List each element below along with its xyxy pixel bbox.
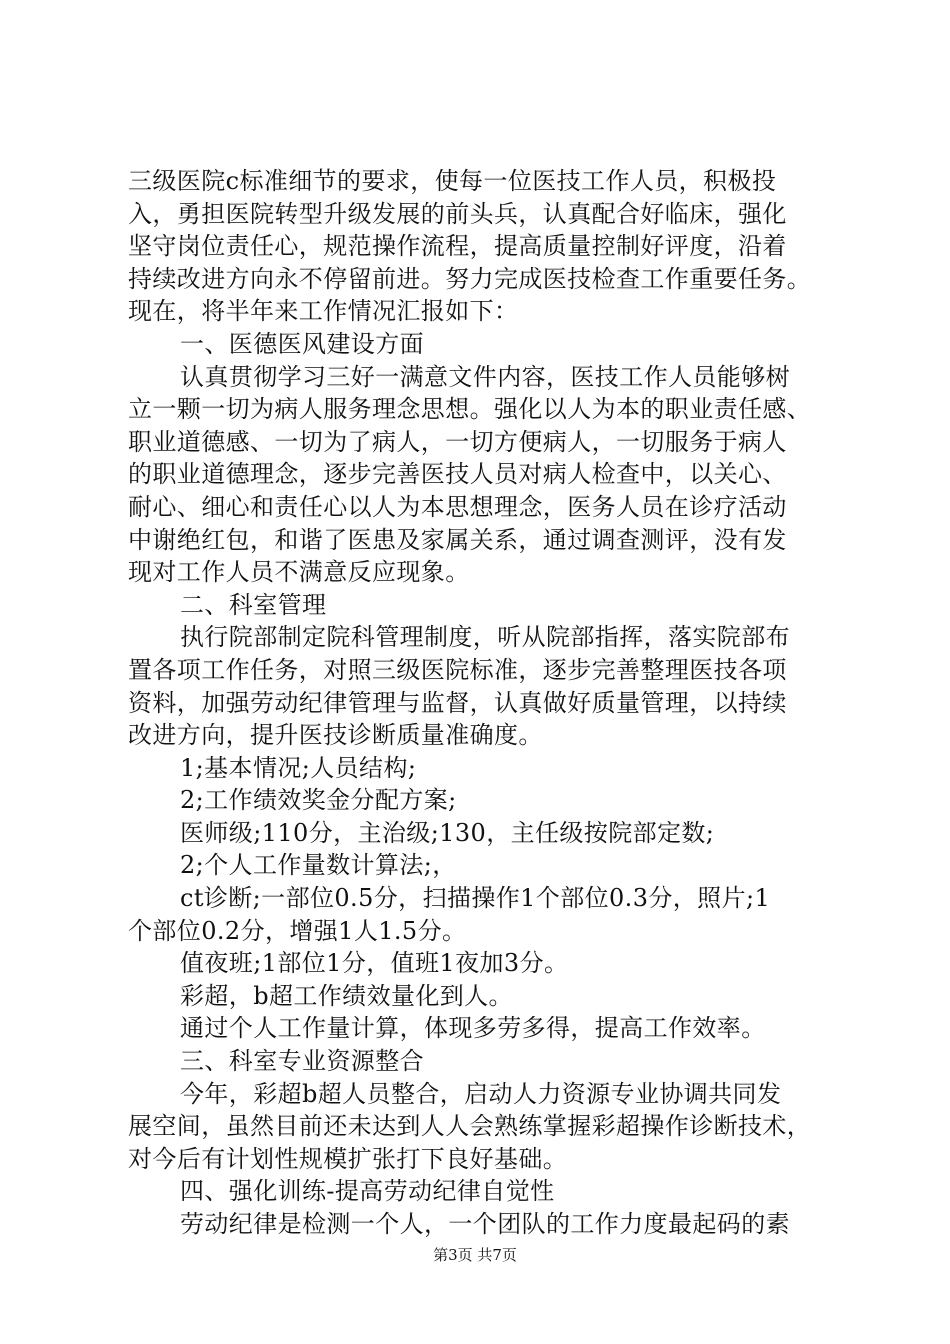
- text-line: 执行院部制定院科管理制度，听从院部指挥，落实院部布: [180, 623, 790, 652]
- section-heading: 一、医德医风建设方面: [180, 329, 424, 358]
- text-line: 值夜班;1部位1分，值班1夜加3分。: [180, 949, 569, 978]
- text-line: 劳动纪律是检测一个人，一个团队的工作力度最起码的素: [180, 1210, 790, 1238]
- text-line: 入，勇担医院转型升级发展的前头兵，认真配合好临床，强化: [128, 199, 787, 228]
- text-line: 个部位0.2分，增强1人1.5分。: [128, 916, 467, 945]
- section-heading: 三、科室专业资源整合: [180, 1047, 424, 1076]
- text-line: 置各项工作任务，对照三级医院标准，逐步完善整理医技各项: [128, 655, 787, 684]
- list-item: 2;个人工作量数计算法;，: [180, 851, 457, 880]
- text-line: 耐心、细心和责任心以人为本思想理念，医务人员在诊疗活动: [128, 492, 787, 521]
- text-line: 展空间，虽然目前还未达到人人会熟练掌握彩超操作诊断技术，: [128, 1112, 812, 1141]
- text-line: 今年，彩超b超人员整合，启动人力资源专业协调共同发: [180, 1079, 782, 1108]
- section-heading: 二、科室管理: [180, 590, 327, 619]
- text-line: 立一颗一切为病人服务理念思想。强化以人为本的职业责任感、: [128, 395, 812, 424]
- text-line: 改进方向，提升医技诊断质量准确度。: [128, 721, 543, 750]
- text-line: 持续改进方向永不停留前进。努力完成医技检查工作重要任务。: [128, 264, 812, 293]
- document-body: [128, 165, 828, 1241]
- text-line: 资料，加强劳动纪律管理与监督，认真做好质量管理，以持续: [128, 688, 787, 717]
- text-line: 中谢绝红包，和谐了医患及家属关系，通过调查测评，没有发: [128, 525, 787, 554]
- text-line: 通过个人工作量计算，体现多劳多得，提高工作效率。: [180, 1014, 766, 1043]
- page-number-footer: 第3页 共7页: [433, 1246, 517, 1264]
- text-line: 认真贯彻学习三好一满意文件内容，医技工作人员能够树: [180, 362, 790, 391]
- section-heading: 四、强化训练-提高劳动纪律自觉性: [180, 1177, 555, 1206]
- text-line: 医师级;110分，主治级;130，主任级按院部定数;: [180, 818, 715, 847]
- text-line: 职业道德感、一切为了病人，一切方便病人，一切服务于病人: [128, 427, 787, 456]
- list-item: 1;基本情况;人员结构;: [180, 753, 417, 782]
- text-line: 彩超，b超工作绩效量化到人。: [180, 981, 513, 1010]
- text-line: 现对工作人员不满意反应现象。: [128, 558, 470, 587]
- text-line: 三级医院c标准细节的要求，使每一位医技工作人员，积极投: [128, 167, 777, 195]
- text-line: ct诊断;一部位0.5分，扫描操作1个部位0.3分，照片;1: [180, 884, 771, 913]
- list-item: 2;工作绩效奖金分配方案;: [180, 786, 457, 815]
- text-line: 的职业道德理念，逐步完善医技人员对病人检查中，以关心、: [128, 460, 787, 489]
- text-line: 现在，将半年来工作情况汇报如下：: [128, 297, 519, 326]
- text-line: 坚守岗位责任心，规范操作流程，提高质量控制好评度，沿着: [128, 232, 787, 261]
- text-line: 对今后有计划性规模扩张打下良好基础。: [128, 1144, 568, 1173]
